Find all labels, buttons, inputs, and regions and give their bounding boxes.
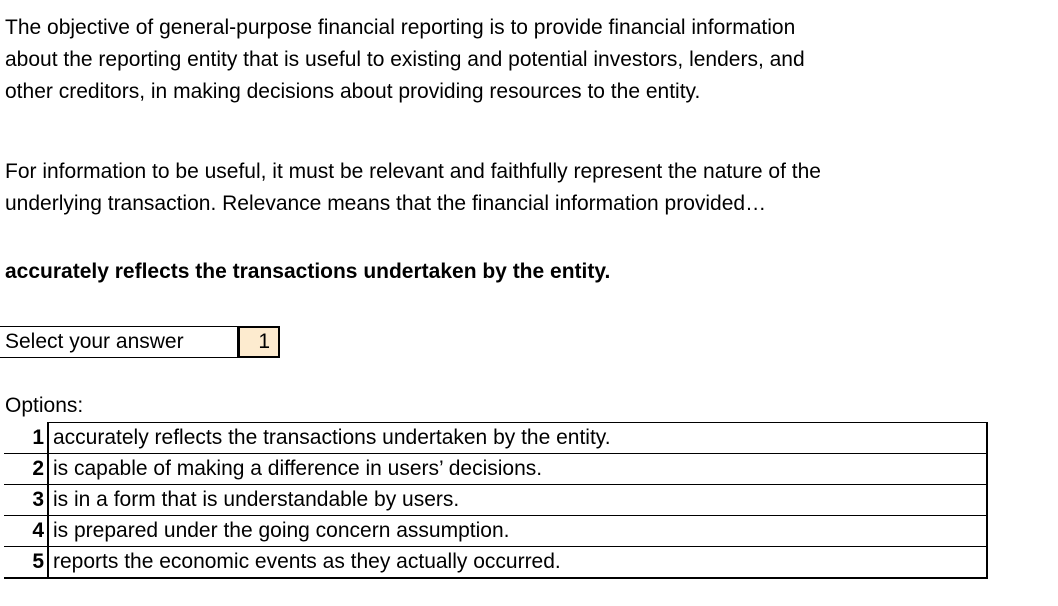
question-line: For information to be useful, it must be relevant and faithfully represent the nature of the (5, 160, 821, 183)
option-row (4, 516, 987, 547)
question-paragraph-1 (5, 12, 805, 108)
option-number: 2 (4, 454, 48, 485)
option-row (4, 454, 987, 485)
option-text: accurately reflects the transactions undertaken by the entity. (48, 423, 987, 454)
option-text: is in a form that is understandable by users. (48, 485, 987, 516)
answer-row (0, 326, 280, 358)
option-text: reports the economic events as they actually occurred. (48, 547, 987, 579)
question-paragraph-2 (5, 156, 821, 220)
option-number: 4 (4, 516, 48, 547)
selected-answer-text: accurately reflects the transactions undertaken by the entity. (5, 260, 611, 283)
option-text: is capable of making a difference in users’ decisions. (48, 454, 987, 485)
options-label: Options: (5, 394, 84, 417)
option-row (4, 485, 987, 516)
question-line: The objective of general-purpose financial reporting is to provide financial information (5, 16, 796, 39)
question-line: other creditors, in making decisions about providing resources to the entity. (5, 80, 701, 103)
option-number: 1 (4, 423, 48, 454)
option-row (4, 423, 987, 454)
option-row (4, 547, 987, 579)
option-number: 5 (4, 547, 48, 579)
option-text: is prepared under the going concern assumption. (48, 516, 987, 547)
answer-input[interactable] (238, 327, 280, 357)
question-line: underlying transaction. Relevance means that the financial information provided… (5, 192, 767, 215)
answer-label: Select your answer (0, 327, 238, 357)
options-table (4, 422, 988, 579)
question-line: about the reporting entity that is useful to existing and potential investors, lenders, and (5, 48, 805, 71)
option-number: 3 (4, 485, 48, 516)
